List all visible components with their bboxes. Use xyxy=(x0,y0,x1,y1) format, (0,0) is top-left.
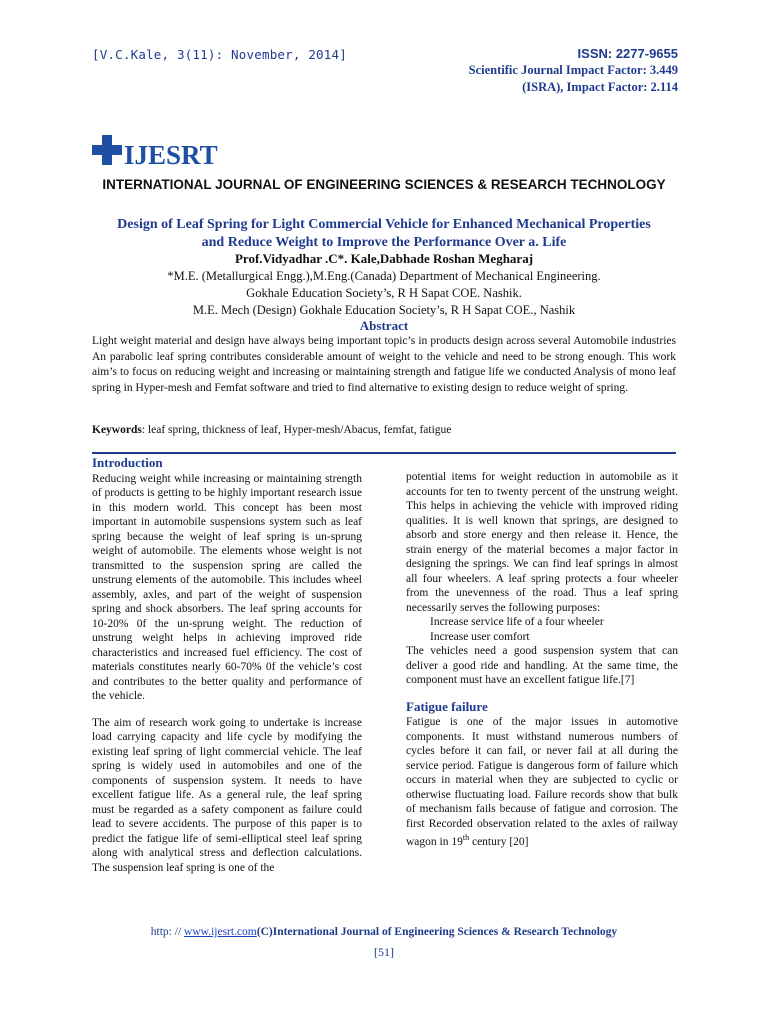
footer-url-prefix: http: // xyxy=(150,926,185,938)
abstract-text: Light weight material and design have always being important topic’s in products design across several Automobile industries An parabolic leaf spring contributes considerable amount of weight to the vehicle and need to be strong enough. This work aim’s to focus on reducing weight and increasing or maintaining strength and fatigue life we conducted Analysis of mono leaf spring in Hyper-mesh and Femfat software and tried to find alternative to existing design to reduce weight of spring. xyxy=(92,335,676,394)
issn: ISSN: 2277-9655 xyxy=(577,46,678,61)
intro-paragraph-2: The aim of research work going to undertake is increase load carrying capacity and life cycle by modifying the existing leaf spring of light commercial vehicle. The leaf spring is widely used in automobiles and one of the components of suspension system. It needs to have excellent fatigue life. As a general rule, the leaf spring must be regarded as a safety component as failure could lead to severe accidents. The purpose of this paper is to predict the fatigue life of semi-elliptical steel leaf spring along with analytical stress and deflection calculations. The suspension leaf spring is one of the xyxy=(92,716,362,874)
left-column xyxy=(92,456,362,887)
affiliation-3: M.E. Mech (Design) Gokhale Education Society’s, R H Sapat COE., Nashik xyxy=(192,303,576,317)
citation-header: [V.C.Kale, 3(11): November, 2014] xyxy=(92,47,347,62)
affiliation-2: Gokhale Education Society’s, R H Sapat COE. Nashik. xyxy=(246,286,522,300)
right-paragraph-2: The vehicles need a good suspension system that can deliver a good ride and handling. At the same time, the component must have an excellent fatigue life.[7] xyxy=(406,645,678,686)
isra-impact-factor: (ISRA), Impact Factor: 2.114 xyxy=(522,80,678,94)
paper-title xyxy=(88,216,680,252)
right-paragraph-1: potential items for weight reduction in automobile as it accounts for ten to twenty percent of the unstrung weight. This helps in achieving the vehicle with improved riding qualities. It is well known that springs, are designed to absorb and store energy and then release it. Hence, the strain energy of the material becomes a major factor in designing the springs. We can find leaf springs in almost all four wheelers. A leaf spring protects a four wheeler from the unevenness of the road. Thus a leaf spring necessarily serves the following purposes: xyxy=(406,471,678,614)
footer-website-link[interactable]: www.ijesrt.com xyxy=(184,926,257,938)
logo-text: IJESRT xyxy=(124,140,218,170)
fatigue-superscript: th xyxy=(462,833,470,842)
introduction-heading: Introduction xyxy=(92,455,163,470)
fatigue-failure-heading: Fatigue failure xyxy=(406,698,488,714)
journal-logo xyxy=(92,133,218,169)
footer xyxy=(0,926,768,938)
intro-paragraph-1: Reducing weight while increasing or maintaining strength of products is getting to be highly important research issue in this modern world. This concept has been most important in automobile suspensions system such as leaf spring because the weight of leaf spring is un-sprung weight of automobile. The elements whose weight is not transmitted to the suspension spring are called the unstrung elements of the automobile. This includes wheel assembly, axles, and part of the weight of suspension spring and shock absorbers. The leaf spring accounts for 10-20% 0f the un-sprung weight. The reduction of unstrung weight helps in achieving improved ride characteristics and increased fuel efficiency. The cost of materials constitutes nearly 60-70% 0f the vehicle’s cost and contributes to the better quality and performance of the vehicle. xyxy=(92,472,362,702)
keywords xyxy=(92,424,676,436)
abstract-heading: Abstract xyxy=(359,318,409,333)
title-line-1: Design of Leaf Spring for Light Commercial Vehicle for Enhanced Mechanical Properties xyxy=(117,217,651,232)
purpose-item-1: Increase service life of a four wheeler xyxy=(430,616,604,628)
affiliation-1: *M.E. (Metallurgical Engg.),M.Eng.(Canada) Department of Mechanical Engineering. xyxy=(167,269,601,283)
right-column xyxy=(406,470,678,861)
footer-journal-title: (C)International Journal of Engineering Sciences & Research Technology xyxy=(256,926,618,938)
sjif-impact-factor: Scientific Journal Impact Factor: 3.449 xyxy=(468,63,678,77)
keywords-label: Keywords xyxy=(92,424,142,436)
fatigue-text-b: century [20] xyxy=(469,835,529,848)
journal-info-header xyxy=(469,46,678,95)
affiliations xyxy=(92,268,676,319)
page-number: [51] xyxy=(374,945,394,959)
fatigue-text-a: Fatigue is one of the major issues in automotive components. It must withstand numerous numbers of cycles before it can fail, or never fail at all during the service period. Fatigue is dangerous form of failure which occurs in material when they are subjected to cyclic or otherwise fluctuating load. Failure records show that bulk of mechanism fails because of fatigue and corrosion. The first Recorded observation related to the axles of railway wagon in 19 xyxy=(406,716,678,848)
fatigue-paragraph xyxy=(406,715,678,849)
section-divider xyxy=(92,452,676,454)
plus-cross-icon xyxy=(92,135,122,165)
keywords-text: : leaf spring, thickness of leaf, Hyper-mesh/Abacus, femfat, fatigue xyxy=(141,424,452,436)
title-line-2: and Reduce Weight to Improve the Performance Over a. Life xyxy=(201,235,567,250)
authors: Prof.Vidyadhar .C*. Kale,Dabhade Roshan Megharaj xyxy=(234,251,534,266)
journal-name: INTERNATIONAL JOURNAL OF ENGINEERING SCIENCES & RESEARCH TECHNOLOGY xyxy=(102,177,666,192)
purpose-item-2: Increase user comfort xyxy=(430,630,530,643)
